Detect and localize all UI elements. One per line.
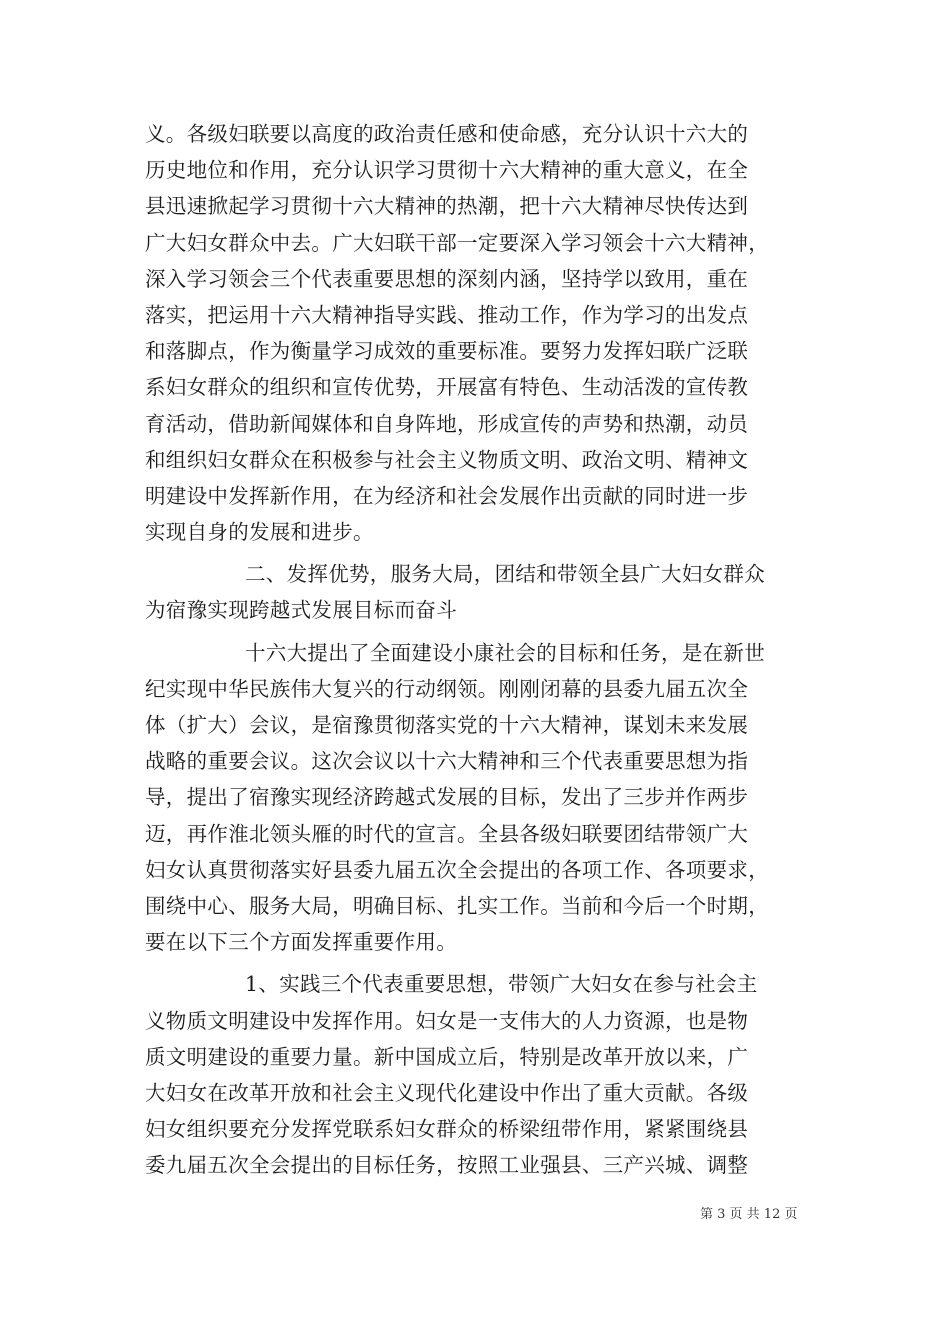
text-line: 委九届五次全会提出的目标任务，按照工业强县、三产兴城、调整 [145, 1153, 749, 1178]
text-line: 要在以下三个方面发挥重要作用。 [145, 930, 457, 955]
text-line: 和落脚点，作为衡量学习成效的重要标准。要努力发挥妇联广泛联 [145, 339, 749, 364]
text-line: 和组织妇女群众在积极参与社会主义物质文明、政治文明、精神文 [145, 447, 749, 472]
text-line: 迈，再作淮北领头雁的时代的宣言。全县各级妇联要团结带领广大 [145, 821, 749, 846]
text-line: 体（扩大）会议，是宿豫贯彻落实党的十六大精神，谋划未来发展 [145, 713, 749, 737]
text-line: 义物质文明建设中发挥作用。妇女是一支伟大的人力资源，也是物 [145, 1008, 749, 1033]
text-line: 系妇女群众的组织和宣传优势，开展富有特色、生动活泼的宣传教 [145, 375, 749, 400]
section-heading-line: 为宿豫实现跨越式发展目标而奋斗 [145, 598, 457, 623]
text-line: 历史地位和作用，充分认识学习贯彻十六大精神的重大意义，在全 [145, 158, 749, 183]
text-line: 妇女认真贯彻落实好县委九届五次全会提出的各项工作、各项要求， [145, 857, 769, 882]
text-line: 导，提出了宿豫实现经济跨越式发展的目标，发出了三步并作两步 [145, 785, 749, 810]
text-line: 围绕中心、服务大局，明确目标、扎实工作。当前和今后一个时期， [145, 893, 769, 918]
text-line: 妇女组织要充分发挥党联系妇女群众的桥梁纽带作用，紧紧围绕县 [145, 1117, 749, 1142]
text-line: 县迅速掀起学习贯彻十六大精神的热潮，把十六大精神尽快传达到 [145, 194, 749, 219]
text-line: 1、实践三个代表重要思想，带领广大妇女在参与社会主 [245, 972, 758, 997]
section-heading-line: 二、发挥优势，服务大局，团结和带领全县广大妇女群众 [245, 562, 765, 587]
text-line: 育活动，借助新闻媒体和自身阵地，形成宣传的声势和热潮，动员 [145, 411, 749, 436]
page-number-footer: 第 3 页 共 12 页 [700, 1207, 798, 1222]
text-line: 深入学习领会三个代表重要思想的深刻内涵，坚持学以致用，重在 [145, 266, 749, 291]
text-line: 义。各级妇联要以高度的政治责任感和使命感，充分认识十六大的 [145, 122, 749, 146]
text-line: 大妇女在改革开放和社会主义现代化建设中作出了重大贡献。各级 [145, 1080, 749, 1105]
text-line: 纪实现中华民族伟大复兴的行动纲领。刚刚闭幕的县委九届五次全 [145, 676, 749, 701]
text-line: 质文明建设的重要力量。新中国成立后，特别是改革开放以来，广 [145, 1044, 749, 1069]
text-line: 明建设中发挥新作用，在为经济和社会发展作出贡献的同时进一步 [145, 483, 749, 508]
text-line: 落实，把运用十六大精神指导实践、推动工作，作为学习的出发点 [145, 302, 749, 327]
text-line: 战略的重要会议。这次会议以十六大精神和三个代表重要思想为指 [145, 749, 749, 774]
document-body [145, 116, 810, 1183]
text-line: 十六大提出了全面建设小康社会的目标和任务，是在新世 [245, 640, 765, 665]
text-line: 广大妇女群众中去。广大妇联干部一定要深入学习领会十六大精神， [145, 230, 769, 255]
text-line: 实现自身的发展和进步。 [145, 520, 374, 545]
